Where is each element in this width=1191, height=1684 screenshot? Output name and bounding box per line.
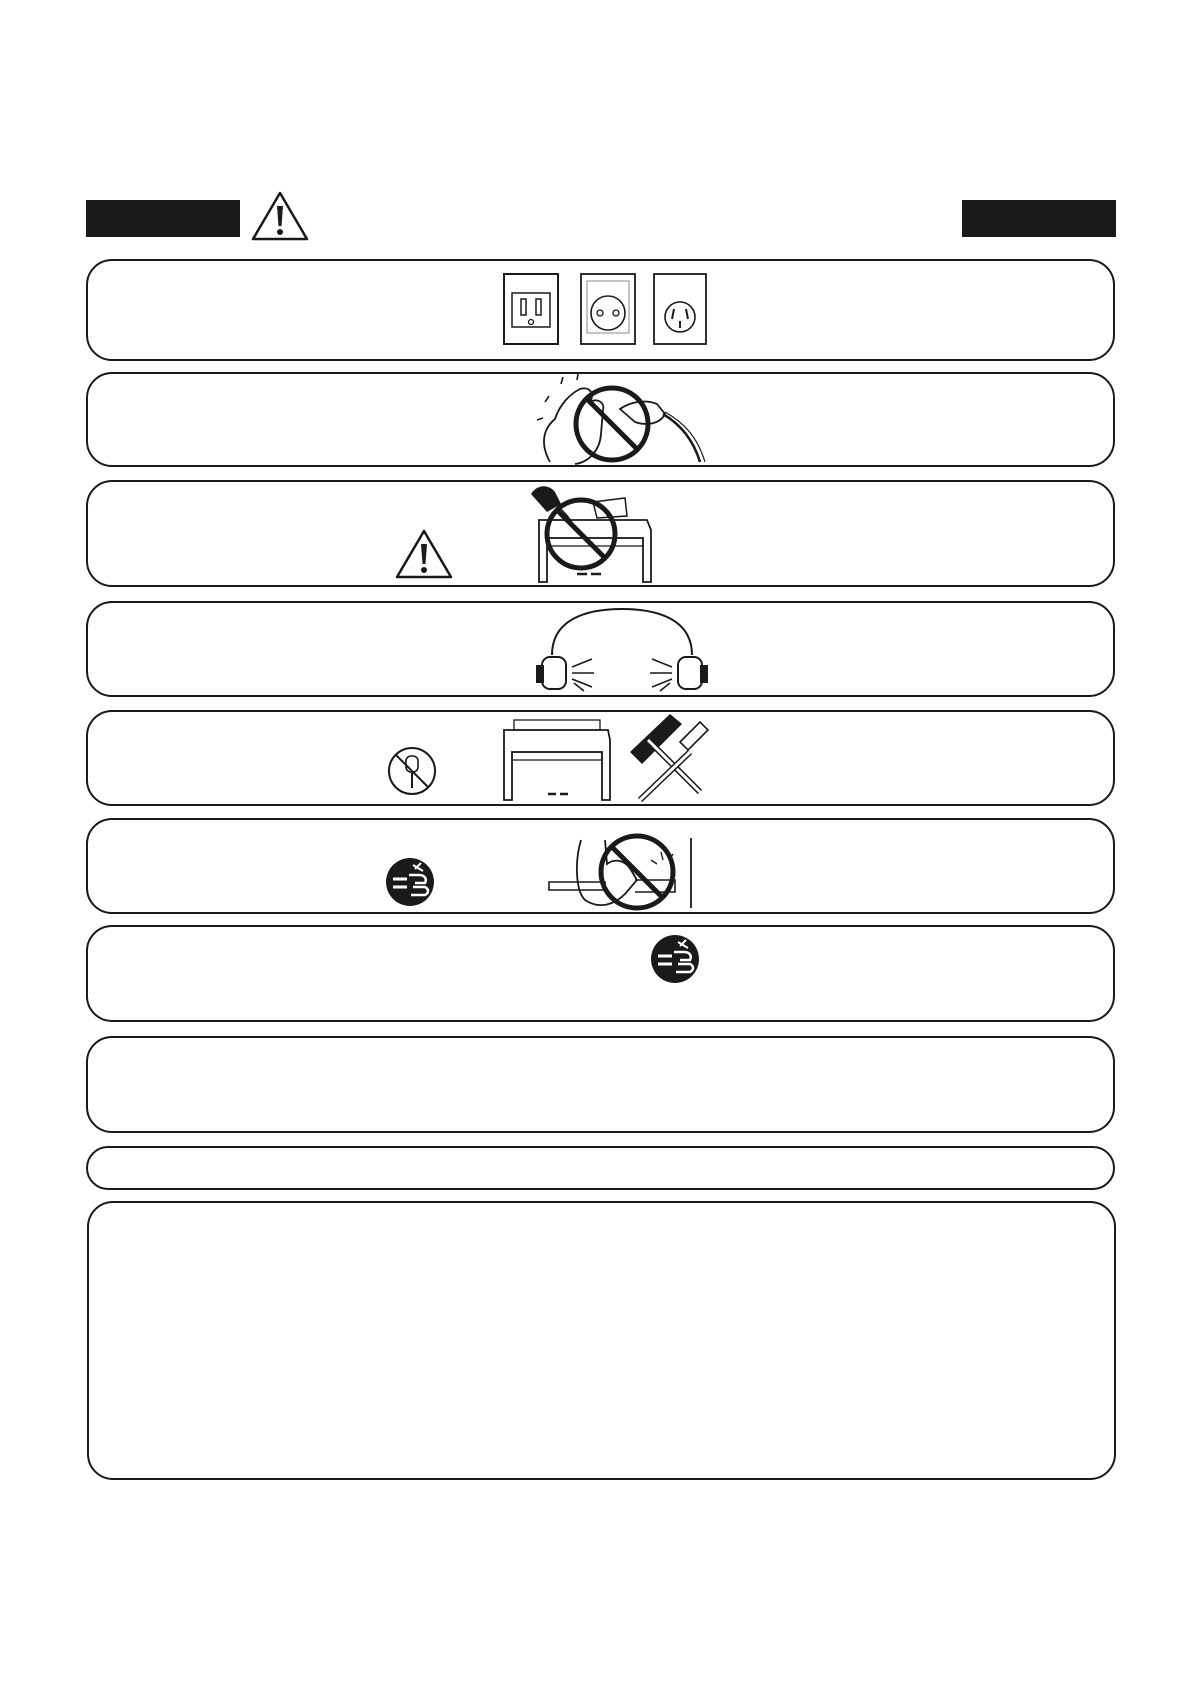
no-liquid-on-piano-icon — [527, 482, 657, 586]
panel-unplug — [86, 925, 1115, 1022]
panel-blank-1 — [86, 1036, 1115, 1133]
header-bar-right — [962, 200, 1116, 237]
unplug-symbol-icon — [385, 857, 435, 907]
no-pull-cord-icon — [545, 820, 695, 912]
warning-triangle-icon — [250, 190, 310, 242]
panel-blank-2 — [86, 1146, 1115, 1190]
headphones-volume-icon — [532, 607, 712, 693]
no-disassembly-symbol-icon — [387, 746, 437, 796]
no-disassembly-icon — [500, 712, 715, 804]
header-bar-left — [86, 200, 240, 237]
small-warning-triangle-icon — [394, 528, 454, 580]
power-outlet-types-icon — [503, 273, 708, 345]
unplug-icon — [650, 934, 700, 984]
no-wet-hands-on-plug-icon — [535, 374, 715, 466]
panel-blank-3 — [87, 1201, 1116, 1480]
